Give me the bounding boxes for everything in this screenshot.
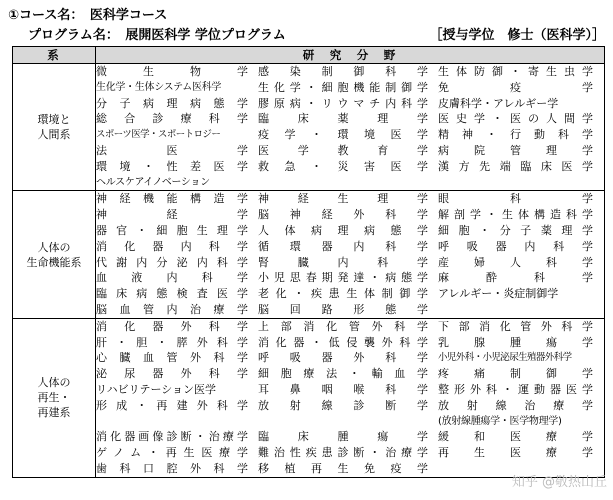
research-field	[438, 302, 593, 318]
research-field: 疼痛制御学	[438, 367, 593, 381]
group-name	[13, 318, 96, 477]
research-field: 耳鼻咽喉科学	[258, 382, 428, 396]
research-field: 脳神経外科学	[258, 208, 428, 222]
group-name-line: 人間系	[37, 128, 71, 142]
research-field: 法医学	[96, 143, 248, 157]
degree-label: ［授与学位 修士（医科学）］	[429, 28, 605, 43]
research-field: 産婦人科学	[438, 255, 593, 269]
research-field: 小児思春期発達・病態学	[258, 271, 428, 285]
research-field: 膠原病・リウマチ内科学	[258, 96, 428, 110]
group-name-line: 再生・	[37, 391, 71, 405]
course-name-line: ①コース名： 医科学コース	[8, 8, 168, 23]
group-row	[13, 318, 605, 477]
research-field: 環境・性差医学	[96, 159, 248, 173]
research-field: 脳血管内治療学	[96, 302, 248, 316]
research-field: 免疫学	[438, 80, 593, 94]
research-field: 乳腺腫瘍学	[438, 335, 593, 349]
research-field	[258, 175, 428, 191]
research-field	[96, 414, 248, 430]
research-field: 脳回路形態学	[258, 302, 428, 316]
research-field: 放射線治療学	[438, 398, 593, 412]
research-field: 生体防御・寄生虫学	[438, 65, 593, 78]
research-field: 神経機能構造学	[96, 192, 248, 206]
research-field: リハビリテーション医学	[96, 382, 217, 396]
research-field: 消化器・低侵襲外科学	[258, 335, 428, 349]
research-field: 精神・行動科学	[438, 128, 593, 142]
research-field: ヘルスケアイノベーション	[96, 176, 210, 188]
research-field: 臨床腫瘍学	[258, 430, 428, 444]
group-name	[13, 64, 96, 191]
research-field: 泌尿器外科学	[96, 367, 248, 381]
research-field	[258, 414, 428, 430]
research-field: 疫学・環境医学	[258, 128, 428, 142]
group-name-line: 生命機能系	[26, 255, 82, 269]
research-field: 医学教育学	[258, 143, 428, 157]
research-field: 器官・細胞生理学	[96, 223, 248, 237]
research-field: 肝・胆・膵外科学	[96, 335, 248, 349]
bunya-column-header: 研 究 分 野	[96, 47, 605, 64]
research-field: 病院管理学	[438, 143, 593, 157]
research-field: 神経学	[96, 208, 248, 222]
research-field-table	[12, 46, 605, 478]
research-field: 微生物学	[96, 65, 248, 78]
page-header	[0, 0, 613, 44]
group-fields	[96, 191, 605, 318]
research-field: アレルギー・炎症制御学	[438, 287, 559, 301]
research-field: 臨床薬理学	[258, 112, 428, 126]
research-field: 放射線診断学	[258, 398, 428, 412]
research-field: 呼吸器外科学	[258, 351, 428, 365]
research-field: (放射線腫瘍学・医学物理学)	[438, 415, 562, 427]
research-field: 移植再生免疫学	[258, 461, 428, 475]
research-field: 老化・疾患生体制御学	[258, 287, 428, 301]
research-field: 麻酔科学	[438, 271, 593, 285]
research-field: 眼科学	[438, 192, 593, 206]
group-row	[13, 191, 605, 318]
group-name-line: 人体の	[37, 376, 71, 390]
research-field: 漢方先端臨床医学	[438, 159, 593, 173]
group-fields	[96, 318, 605, 477]
research-field: 歯科口腔外科学	[96, 461, 248, 475]
kei-column-header: 系	[13, 47, 96, 64]
research-field: 生化学・生体システム医科学	[96, 81, 222, 93]
research-field: 再生医療学	[438, 446, 593, 460]
research-field: 代謝内分泌内科学	[96, 255, 248, 269]
research-field: 皮膚科学・アレルギー学	[438, 96, 559, 110]
research-field: 腎臓内科学	[258, 255, 428, 269]
research-field: 小児外科・小児泌尿生殖器外科学	[438, 352, 572, 364]
research-field: ゲノム・再生医療学	[96, 446, 248, 460]
research-field: 血液内科学	[96, 271, 248, 285]
research-field: 生化学・細胞機能制御学	[258, 80, 428, 94]
research-field: スポーツ医学・スポートロジー	[96, 129, 221, 141]
research-field: 消化器内科学	[96, 239, 248, 253]
research-field: 消化器外科学	[96, 319, 248, 333]
program-name-line: プログラム名： 展開医科学 学位プログラム	[28, 28, 286, 43]
research-field: 心臓血管外科学	[96, 351, 248, 365]
research-field: 整形外科・運動器医学	[438, 382, 593, 396]
research-field: 解剖学・生体構造科学	[438, 208, 593, 222]
group-name-line: 人体の	[37, 240, 71, 254]
research-field: 細胞療法・輸血学	[258, 367, 428, 381]
research-field: 難治性疾患診断・治療学	[258, 446, 428, 460]
research-field: 下部消化管外科学	[438, 319, 593, 333]
research-field: 医史学・医の人間学	[438, 112, 593, 126]
group-fields	[96, 64, 605, 191]
group-name	[13, 191, 96, 318]
research-field: 形成・再建外科学	[96, 398, 248, 412]
research-field: 神経生理学	[258, 192, 428, 206]
research-field: 感染制御科学	[258, 65, 428, 78]
research-field: 循環器内科学	[258, 239, 428, 253]
research-field: 人体病理病態学	[258, 223, 428, 237]
table-header-row	[13, 47, 605, 64]
research-field: 細胞・分子薬理学	[438, 223, 593, 237]
group-name-line: 再建系	[37, 406, 71, 420]
watermark: 知乎 @敬热山丘	[511, 475, 607, 490]
research-field: 分子病理病態学	[96, 96, 248, 110]
research-field: 消化器画像診断・治療学	[96, 430, 248, 444]
research-field: 上部消化管外科学	[258, 319, 428, 333]
research-field	[438, 175, 593, 191]
research-field: 総合診療科学	[96, 112, 248, 126]
research-field: 救急・災害医学	[258, 159, 428, 173]
research-field: 呼吸器内科学	[438, 239, 593, 253]
research-field: 臨床病態検査医学	[96, 287, 248, 301]
research-field: 緩和医療学	[438, 430, 593, 444]
group-name-line: 環境と	[37, 113, 71, 127]
group-row	[13, 64, 605, 191]
